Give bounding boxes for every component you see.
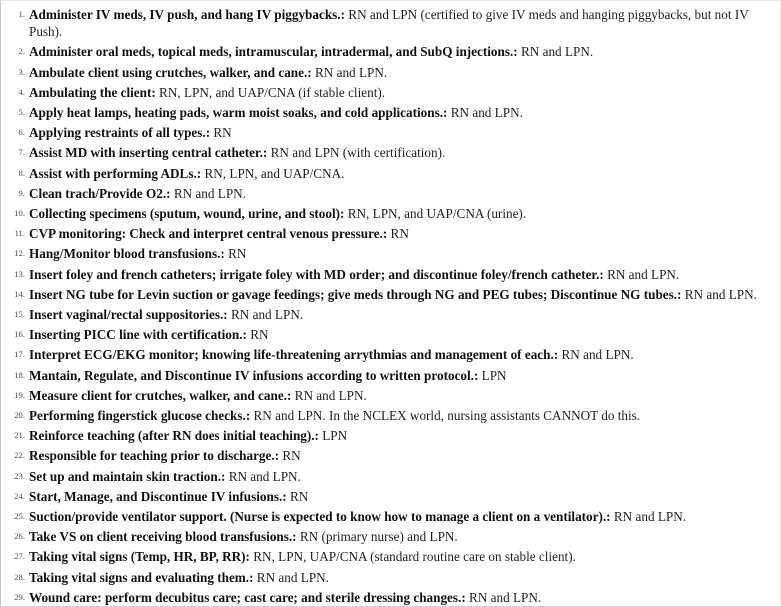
task-title: Administer oral meds, topical meds, intramuscular, intradermal, and SubQ injections.:	[29, 44, 518, 60]
list-item	[5, 306, 772, 323]
task-roles: RN and LPN.	[291, 387, 367, 403]
list-item	[5, 104, 772, 121]
task-title: Inserting PICC line with certification.:	[29, 327, 247, 343]
task-roles: RN and LPN (with certification).	[267, 145, 446, 161]
list-item	[5, 6, 772, 40]
task-title: Measure client for crutches, walker, and cane.:	[29, 387, 292, 403]
task-roles: RN and LPN.	[603, 266, 680, 282]
task-roles: RN, LPN, UAP/CNA (standard routine care on stable client).	[249, 549, 576, 565]
task-title: Taking vital signs and evaluating them.:	[29, 569, 254, 585]
task-title: Clean trach/Provide O2.:	[29, 185, 171, 201]
list-item	[5, 165, 772, 182]
task-title: Assist with performing ADLs.:	[29, 165, 202, 181]
list-item	[5, 185, 772, 202]
task-title: Mantain, Regulate, and Discontinue IV infusions according to written protocol.:	[29, 367, 479, 383]
task-list	[5, 6, 772, 606]
list-item	[5, 589, 772, 606]
task-title: Hang/Monitor blood transfusions.:	[29, 246, 225, 262]
list-item	[5, 225, 772, 242]
task-roles: RN, LPN, and UAP/CNA (urine).	[344, 206, 527, 222]
list-item	[5, 205, 772, 222]
task-title: Assist MD with inserting central catheter.:	[29, 145, 268, 161]
task-title: Ambulating the client:	[29, 84, 156, 100]
list-item	[5, 84, 772, 101]
list-item	[5, 508, 772, 525]
list-item	[5, 266, 772, 283]
task-title: CVP monitoring: Check and interpret central venous pressure.:	[29, 226, 388, 242]
task-roles: RN, LPN, and UAP/CNA.	[201, 165, 345, 181]
task-roles: LPN	[478, 367, 507, 383]
list-item	[5, 569, 772, 586]
task-title: Suction/provide ventilator support. (Nurse is expected to know how to manage a client on a ventilator).:	[29, 509, 611, 525]
task-roles: RN and LPN.	[311, 64, 388, 80]
task-title: Apply heat lamps, heating pads, warm moist soaks, and cold applications.:	[29, 105, 448, 121]
task-roles: RN and LPN.	[465, 589, 542, 605]
task-roles: RN and LPN.	[558, 347, 634, 363]
task-roles: RN (primary nurse) and LPN.	[296, 529, 458, 545]
task-title: Set up and maintain skin traction.:	[29, 468, 226, 484]
task-title: Take VS on client receiving blood transfusions.:	[29, 529, 297, 545]
task-title: Administer IV meds, IV push, and hang IV piggybacks.:	[29, 7, 345, 22]
task-roles: RN	[279, 448, 301, 464]
task-roles: RN and LPN.	[681, 286, 757, 302]
task-roles: RN and LPN.	[227, 307, 304, 323]
task-title: Ambulate client using crutches, walker, and cane.:	[29, 64, 312, 80]
list-item	[5, 447, 772, 464]
list-item	[5, 367, 772, 384]
list-item	[5, 326, 772, 343]
task-roles: RN and LPN.	[170, 185, 246, 201]
list-item	[5, 64, 772, 81]
list-item	[5, 468, 772, 485]
list-item	[5, 407, 772, 424]
task-title: Interpret ECG/EKG monitor; knowing life-threatening arrythmias and management of each.:	[29, 347, 559, 363]
task-roles: RN, LPN, and UAP/CNA (if stable client).	[155, 84, 386, 100]
task-roles: RN and LPN.	[447, 105, 523, 121]
task-title: Performing fingerstick glucose checks.:	[29, 408, 251, 424]
list-item	[5, 387, 772, 404]
task-roles: RN and LPN (certified to give IV meds and hanging piggybacks, but not IV Push).	[29, 7, 749, 40]
task-roles: RN	[210, 125, 232, 141]
task-title: Collecting specimens (sputum, wound, urine, and stool):	[29, 206, 345, 222]
task-roles: LPN	[318, 428, 348, 444]
task-roles: RN	[387, 226, 409, 242]
list-item	[5, 43, 772, 60]
task-title: Start, Manage, and Discontinue IV infusions.:	[29, 488, 287, 504]
list-item	[5, 144, 772, 161]
task-title: Reinforce teaching (after RN does initial teaching).:	[29, 428, 319, 444]
task-title: Applying restraints of all types.:	[29, 125, 211, 141]
task-title: Insert foley and french catheters; irrigate foley with MD order; and discontinue foley/french catheter.:	[29, 266, 604, 282]
task-title: Taking vital signs (Temp, HR, BP, RR):	[29, 549, 250, 565]
list-item	[5, 528, 772, 545]
task-roles: RN and LPN.	[517, 44, 594, 60]
list-item	[5, 124, 772, 141]
task-title: Insert vaginal/rectal suppositories.:	[29, 307, 228, 323]
task-title: Responsible for teaching prior to discharge.:	[29, 448, 280, 464]
list-item	[5, 346, 772, 363]
task-roles: RN	[246, 327, 269, 343]
task-roles: RN and LPN.	[253, 569, 329, 585]
task-title: Wound care: perform decubitus care; cast care; and sterile dressing changes.:	[29, 589, 466, 605]
list-item	[5, 488, 772, 505]
task-roles: RN and LPN. In the NCLEX world, nursing assistants CANNOT do this.	[250, 408, 641, 424]
list-item	[5, 427, 772, 444]
task-title: Insert NG tube for Levin suction or gavage feedings; give meds through NG and PEG tubes; Discontinue NG tubes.:	[29, 286, 682, 302]
list-item	[5, 548, 772, 565]
task-roles: RN	[224, 246, 247, 262]
list-item	[5, 245, 772, 262]
task-roles: RN and LPN.	[225, 468, 301, 484]
task-roles: RN and LPN.	[610, 509, 687, 525]
task-roles: RN	[286, 488, 309, 504]
list-item	[5, 286, 772, 303]
